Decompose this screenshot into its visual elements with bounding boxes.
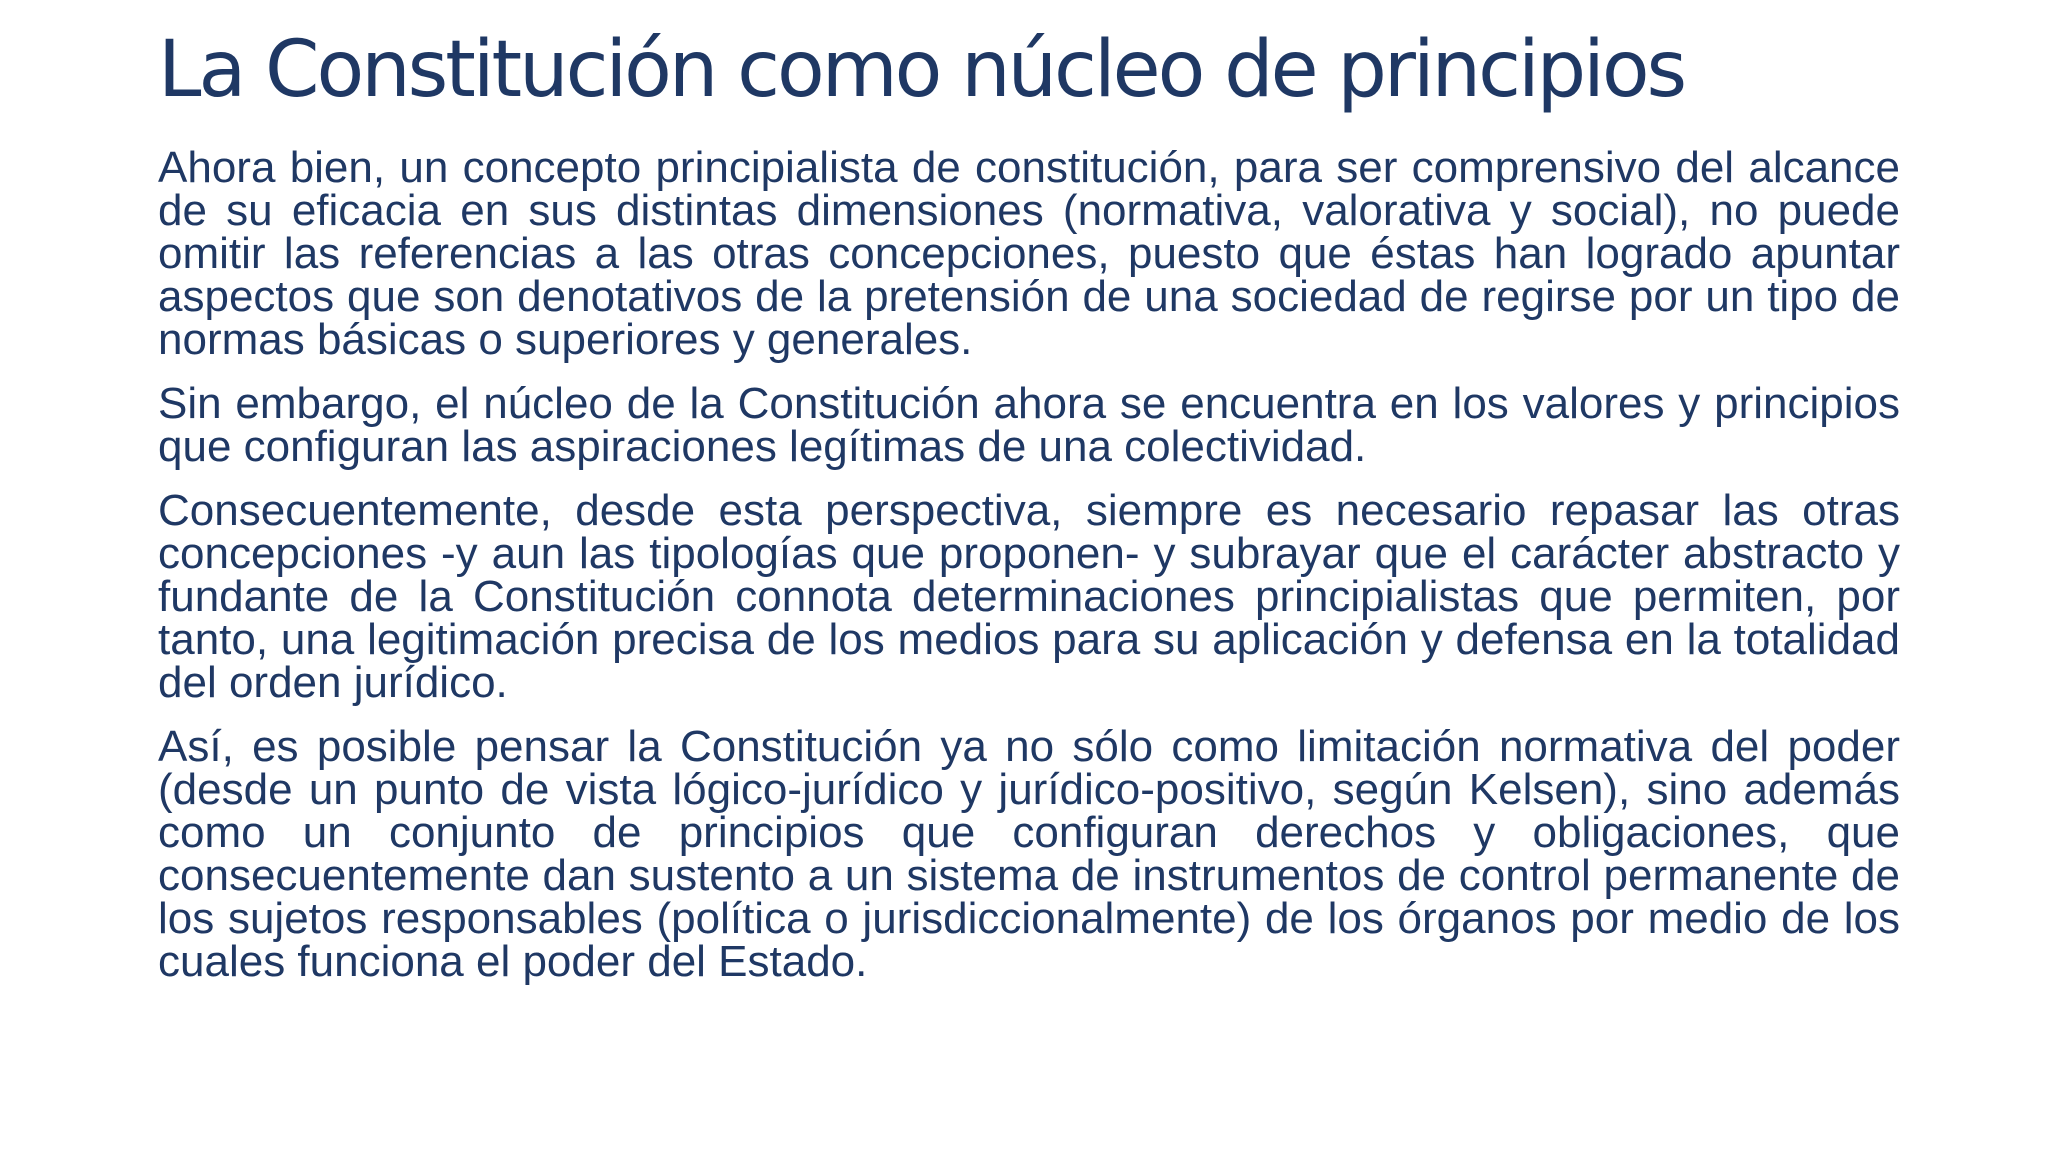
body-paragraph-1: Ahora bien, un concepto principialista de constitución, para ser comprensivo del alcance de su eficacia en sus distintas dimensiones (normativa, valorativa y social), no puede omitir las referencias a las otras concepciones, puesto que éstas han logrado apuntar aspectos que son denotativos de la pretensión de una sociedad de regirse por un tipo de normas básicas o superiores y generales. [158,143,1900,364]
body-paragraph-2: Sin embargo, el núcleo de la Constitución ahora se encuentra en los valores y principios que configuran las aspiraciones legítimas de una colectividad. [158,379,1900,471]
slide-body [158,143,1900,1004]
body-paragraph-3: Consecuentemente, desde esta perspectiva, siempre es necesario repasar las otras concepciones -y aun las tipologías que proponen- y subrayar que el carácter abstracto y fundante de la Constitución connota determinaciones principialistas que permiten, por tanto, una legitimación precisa de los medios para su aplicación y defensa en la totalidad del orden jurídico. [158,486,1900,707]
body-paragraph-4: Así, es posible pensar la Constitución ya no sólo como limitación normativa del poder (desde un punto de vista lógico-jurídico y jurídico-positivo, según Kelsen), sino además como un conjunto de principios que configuran derechos y obligaciones, que consecuentemente dan sustento a un sistema de instrumentos de control permanente de los sujetos responsables (política o jurisdiccionalmente) de los órganos por medio de los cuales funciona el poder del Estado. [158,722,1900,986]
slide-title: La Constitución como núcleo de principios [158,25,1685,115]
